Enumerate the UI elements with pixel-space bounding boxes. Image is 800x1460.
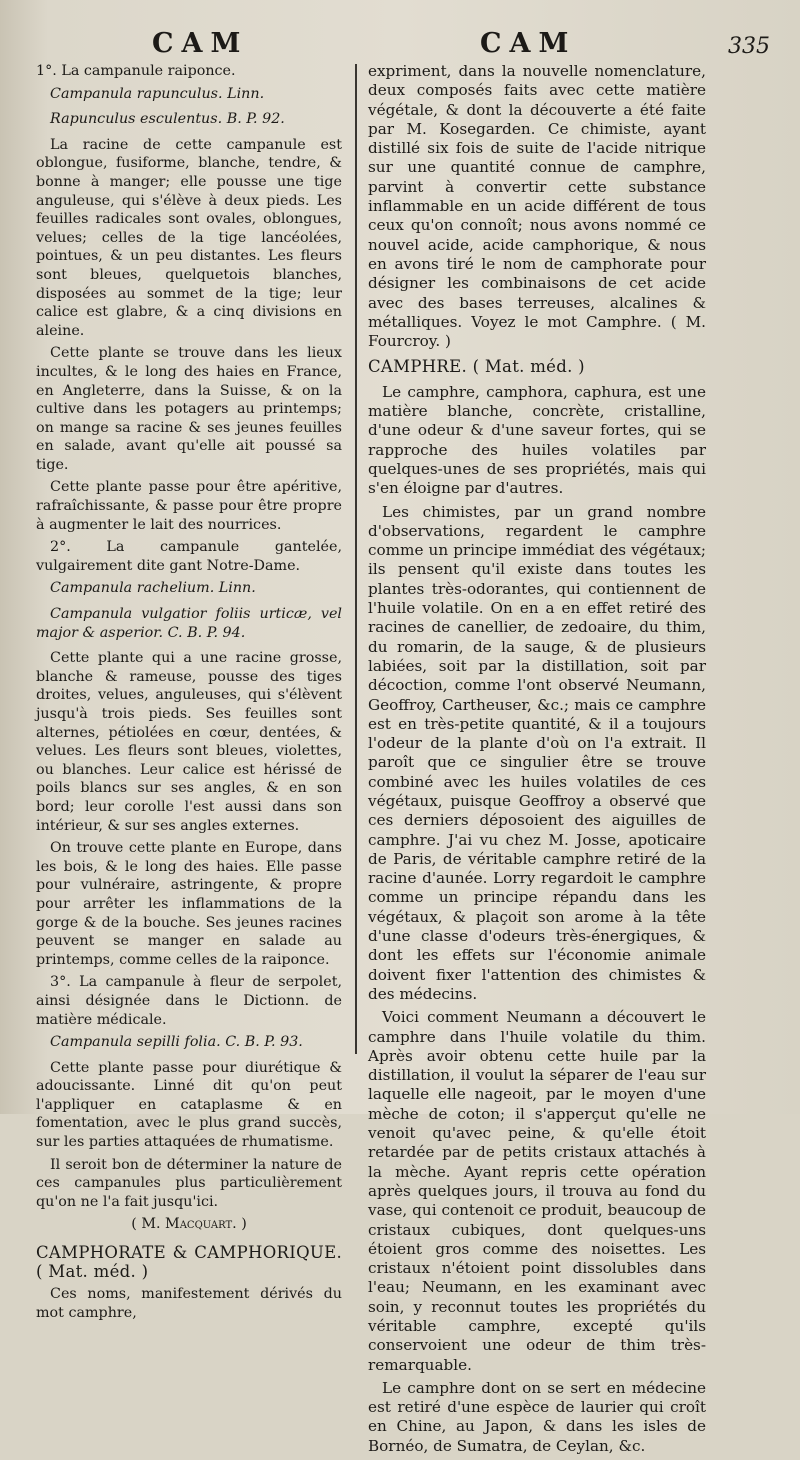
item-1-virtues: Cette plante passe pour être apéritive, rafraîchissante, & passe pour être propre à augmenter le lait des nourrices.	[36, 479, 342, 533]
item-3-note: Il seroit bon de déterminer la nature de ces campanules plus particulièrement qu'on ne l'a fait jusqu'ici.	[36, 1156, 342, 1210]
right-column	[368, 62, 706, 1460]
camphre-neumann: Voici comment Neumann a découvert le camphre dans l'huile volatile du thim. Après avoir obtenu cette huile par la distillation, il voulut la séparer de l'eau sur laquelle elle nageoit, par le moyen d'une mèche de coton; il s'apperçut qu'elle ne venoit qu'avec peine, & qu'elle étoit retardée par de petits cristaux attachés à la mèche. Ayant repris cette opération après quelques jours, il trouva au fond du vase, qui contenoit ce produit, beaucoup de cristaux cubiques, dont quelques-uns étoient gros comme des noisettes. Les cristaux n'étoient point dissolubles dans l'eau; Neumann, en les examinant avec soin, y reconnut toutes les propriétés du véritable camphre, excepté qu'ils conservoient une odeur de thim très-remarquable.	[368, 1008, 706, 1374]
header-right-title: CAM	[480, 28, 577, 59]
camphre-source: Le camphre dont on se sert en médecine est retiré d'une espèce de laurier qui croît en Chine, au Japon, & dans les isles de Bornéo, de Sumatra, de Ceylan, &c.	[368, 1378, 706, 1455]
camphorate-text-continued: expriment, dans la nouvelle nomenclature, deux composés faits avec cette matière végétale, & dont la découverte a été faite par M. Kosegarden. Ce chimiste, ayant distillé six fois de suite de l'acide nitrique sur une quantité connue de camphre, parvint à convertir cette substance inflammable en un acide différent de tous ceux qu'on connoît; nous avons nommé ce nouvel acide, acide camphorique, & nous en avons tiré le nom de camphorate pour désigner les combinaisons de cet acide avec des bases terreuses, alcalines & métalliques. Voyez le mot Camphre. ( M. Fourcroy. )	[368, 62, 706, 351]
item-2-latin-synonym: Campanula vulgatior foliis urticæ, vel major & asperior. C. B. P. 94.	[36, 606, 342, 641]
camphorate-heading: CAMPHORATE & CAMPHORIQUE. ( Mat. méd. )	[36, 1243, 342, 1281]
header-left-title: CAM	[152, 28, 249, 59]
item-3-title: 3°. La campanule à fleur de serpolet, ainsi désignée dans le Dictionn. de matière médicale.	[36, 974, 342, 1028]
item-1-description: La racine de cette campanule est oblongue, fusiforme, blanche, tendre, & bonne à manger; elle pousse une tige anguleuse, qui s'élève à deux pieds. Les feuilles radicales sont ovales, oblongues, velues; celles de la tige lancéolées, pointues, & un peu distantes. Les fleurs sont bleues, quelquetois blanches, disposées au sommet de la tige; leur calice est glabre, & a cinq divisions en aleine.	[36, 136, 342, 339]
item-1-title: 1°. La campanule raiponce.	[36, 63, 236, 79]
item-1-habitat: Cette plante se trouve dans les lieux incultes, & le long des haies en France, en Angleterre, dans la Suisse, & on la cultive dans les potagers au printemps; on mange sa racine & ses jeunes feuilles en salade, avant qu'elle ait poussé sa tige.	[36, 345, 342, 473]
item-2-habitat: On trouve cette plante en Europe, dans les bois, & le long des haies. Elle passe pour vulnéraire, astringente, & propre pour arrêter les inflammations de la gorge & de la bouche. Ses jeunes racines peuvent se manger en salade au printemps, comme celles de la raiponce.	[36, 840, 342, 968]
column-divider	[355, 64, 357, 1054]
camphre-origin: Les chimistes, par un grand nombre d'observations, regardent le camphre comme un principe immédiat des végétaux; ils pensent qu'il existe dans toutes les plantes très-odorantes, qui contiennent de l'huile volatile. On en a en effet retiré des racines de canellier, de zedoaire, du thim, du romarin, de la sauge, & de plusieurs labiées, soit par la distillation, soit par décoction, comme l'ont observé Neumann, Geoffroy, Cartheuser, &c.; mais ce camphre est en très-petite quantité, & il a toujours l'odeur de la plante d'où on l'a extrait. Il paroît que ce singulier être se trouve combiné avec les huiles volatiles de ces végétaux, puisque Geoffroy a observé que ces derniers déposoient des aiguilles de camphre. J'ai vu chez M. Josse, apoticaire de Paris, de véritable camphre retiré de la racine d'aunée. Lorry regardoit le camphre comme un principe répandu dans les végétaux, & plaçoit son arome à la tête d'une classe d'odeurs très-énergiques, & dont les effets sur l'économie animale doivent fixer l'attention des chimistes & des médecins.	[368, 502, 706, 1003]
camphre-definition: Le camphre, camphora, caphura, est une matière blanche, concrète, cristalline, d'une odeur & d'une saveur fortes, qui se rapproche des huiles volatiles par quelques-unes de ses propriétés, mais qui s'en éloigne par d'autres.	[368, 382, 706, 498]
item-2-latin-name: Campanula rachelium. Linn.	[50, 580, 256, 597]
item-2-title: 2°. La campanule gantelée, vulgairement dite gant Notre-Dame.	[36, 539, 342, 574]
item-1-latin-synonym: Rapunculus esculentus. B. P. 92.	[50, 111, 285, 128]
page-number: 335	[728, 34, 770, 59]
item-3-description: Cette plante passe pour diurétique & adoucissante. Linné dit qu'on peut l'appliquer en cataplasme & en fomentation, avec le plus grand succès, sur les parties attaquées de rhumatisme.	[36, 1059, 342, 1151]
camphre-heading: CAMPHRE. ( Mat. méd. )	[368, 357, 585, 377]
item-1-latin-name: Campanula rapunculus. Linn.	[50, 85, 265, 102]
camphorate-text-start: Ces noms, manifestement dérivés du mot camphre,	[36, 1286, 342, 1321]
left-column	[36, 62, 342, 1326]
item-3-signature: ( M. Macquart. )	[131, 1216, 247, 1233]
item-2-description: Cette plante qui a une racine grosse, blanche & rameuse, pousse des tiges droites, velues, anguleuses, qui s'élèvent jusqu'à trois pieds. Ses feuilles sont alternes, pétiolées en cœur, dentées, & velues. Les fleurs sont bleues, violettes, ou blanches. Leur calice est hérissé de poils blancs sur ses angles, & en son bord; leur corolle l'est aussi dans son intérieur, & sur ses angles externes.	[36, 650, 342, 834]
running-header	[0, 28, 800, 58]
item-3-latin-name: Campanula sepilli folia. C. B. P. 93.	[50, 1034, 303, 1051]
